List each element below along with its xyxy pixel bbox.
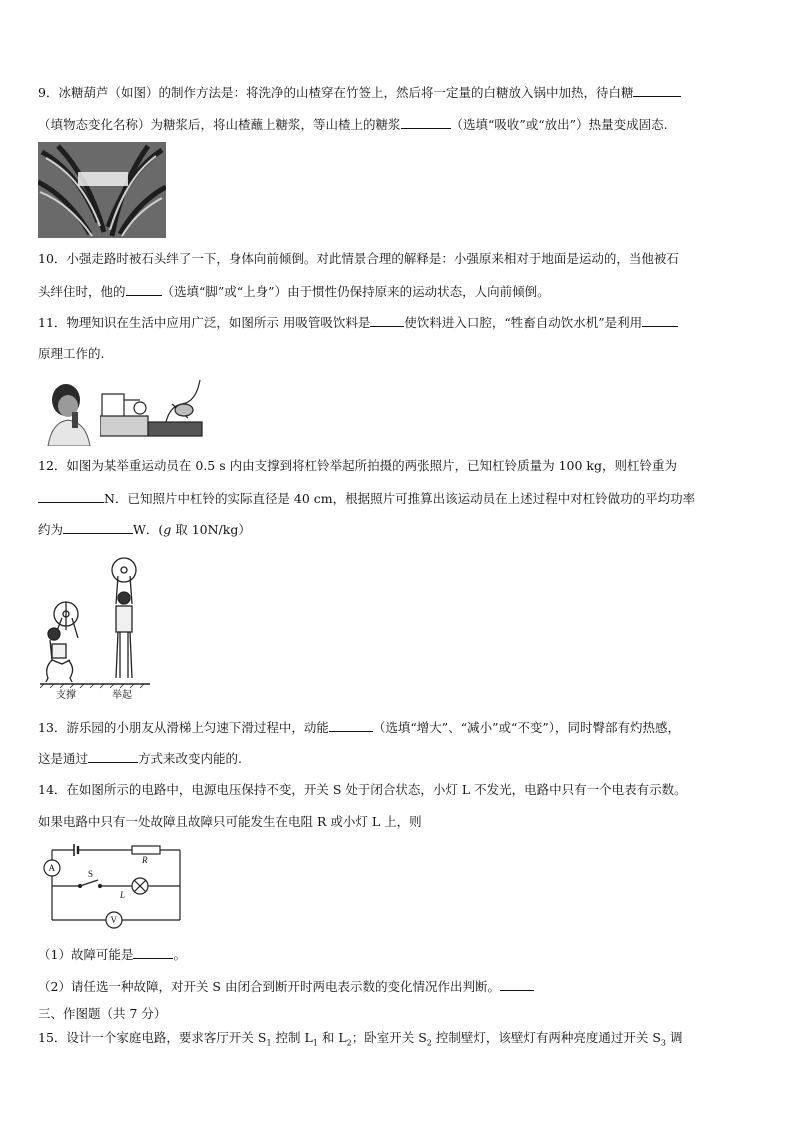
q10-blank[interactable]: [126, 283, 162, 296]
q15-text: 控制 L: [271, 1030, 313, 1045]
q14-blank-2[interactable]: [500, 978, 534, 991]
g-symbol: g: [163, 522, 172, 537]
q12-text: N．已知照片中杠铃的实际直径是 40 cm，根据照片可推算出该运动员在上述过程中对杠铃做功的平均功率: [104, 491, 696, 506]
resistor-symbol: [132, 846, 160, 854]
q9-text: （填物态变化名称）为糖浆后，将山楂蘸上糖浆，等山楂上的糖浆: [38, 117, 401, 132]
ammeter-label: A: [48, 863, 55, 873]
q14-blank-1[interactable]: [133, 946, 173, 959]
q12-blank-1[interactable]: [38, 490, 104, 503]
subscript: 1: [266, 1038, 272, 1048]
q11-blank-2[interactable]: [642, 314, 678, 327]
q12-blank-2[interactable]: [63, 521, 133, 534]
subscript: 2: [346, 1038, 352, 1048]
q14-line1: [38, 782, 687, 798]
q9-blank-1[interactable]: [633, 84, 681, 97]
q14-sub2: [38, 978, 534, 995]
q13-line2: [38, 750, 242, 767]
q15-text: 15．设计一个家庭电路，要求客厅开关 S: [38, 1030, 267, 1045]
q11-line2: [38, 346, 104, 362]
q10-line2: [38, 283, 550, 300]
q13-blank-2[interactable]: [88, 750, 138, 763]
straw-drinking-photo: [42, 380, 94, 446]
q13-text: 这是通过: [38, 751, 89, 766]
q14-text: 。: [173, 947, 186, 962]
q12-text: 约为: [38, 522, 64, 537]
q13-text: （选填“增大”、“减小”或“不变”），同时臀部有灼热感，: [372, 720, 681, 735]
q12-text: W．(: [133, 522, 164, 537]
q14-text: （1）故障可能是: [38, 947, 134, 962]
q14-text: 如果电路中只有一处故障且故障只可能发生在电阻 R 或小灯 L 上，则: [38, 814, 422, 829]
q10-text: 头绊住时，他的: [38, 284, 126, 299]
q14-text: 14．在如图所示的电路中，电源电压保持不变，开关 S 处于闭合状态，小灯 L 不发光，电路中只有一个电表有示数。: [38, 782, 687, 797]
livestock-water-dispenser-figure: [100, 376, 208, 438]
candied-haws-photo: [38, 142, 166, 238]
q10-text: （选填“脚”或“上身”）由于惯性仍保持原来的运动状态，人向前倾倒。: [161, 284, 550, 299]
q15-text: ；卧室开关 S: [351, 1030, 427, 1045]
q11-text: 使饮料进入口腔，“牲畜自动饮水机”是利用: [404, 315, 643, 330]
section-3-title: [38, 1006, 166, 1022]
q13-text: 方式来改变内能的.: [138, 751, 242, 766]
resistor-label: R: [142, 855, 148, 865]
q14-line2: [38, 814, 422, 830]
q11-line1: [38, 314, 678, 331]
weightlifter-figure: [40, 556, 180, 702]
voltmeter-label: V: [110, 915, 117, 925]
q9-text: （选填“吸收”或“放出”）热量变成固态.: [450, 117, 668, 132]
subscript: 2: [426, 1038, 432, 1048]
q13-text: 13．游乐园的小朋友从滑梯上匀速下滑过程中，动能: [38, 720, 329, 735]
q9-text: 9．冰糖葫芦（如图）的制作方法是：将洗净的山楂穿在竹签上，然后将一定量的白糖放入锅中加热，待白糖: [38, 85, 634, 100]
q9-line1: [38, 84, 681, 101]
q15-text: 和 L: [317, 1030, 347, 1045]
q10-text: 10．小强走路时被石头绊了一下，身体向前倾倒。对此情景合理的解释是：小强原来相对于地面是运动的，当他被石: [38, 251, 679, 266]
q12-text: 12．如图为某举重运动员在 0.5 s 内由支撑到将杠铃举起所拍摄的两张照片，已知杠铃质量为 100 kg，则杠铃重为: [38, 458, 678, 473]
q12-line1: [38, 458, 677, 474]
q11-text: 11．物理知识在生活中应用广泛，如图所示 用吸管吸饮料是: [38, 315, 371, 330]
q15-line1: [38, 1030, 682, 1052]
label-lift: 举起: [112, 690, 132, 701]
label-support: 支撑: [56, 690, 76, 701]
q14-text: （2）请任选一种故障，对开关 S 由闭合到断开时两电表示数的变化情况作出判断。: [38, 979, 500, 994]
q11-text: 原理工作的.: [38, 346, 105, 361]
switch-label: S: [88, 869, 94, 879]
q13-line1: [38, 719, 680, 736]
q15-text: 调: [665, 1030, 683, 1045]
lamp-label: L: [120, 890, 126, 900]
subscript: 3: [660, 1038, 666, 1048]
q9-blank-2[interactable]: [401, 116, 451, 129]
q13-blank-1[interactable]: [329, 719, 373, 732]
section-title: 三、作图题（共 7 分）: [38, 1006, 167, 1021]
q11-blank-1[interactable]: [370, 314, 404, 327]
subscript: 1: [312, 1038, 318, 1048]
q12-line3: [38, 521, 251, 538]
q10-line1: [38, 251, 679, 267]
circuit-diagram: [40, 842, 186, 930]
switch-symbol: [80, 880, 98, 886]
q14-sub1: [38, 946, 186, 963]
q15-text: 控制壁灯，该壁灯有两种亮度通过开关 S: [431, 1030, 661, 1045]
q9-line2: [38, 116, 668, 133]
q12-text: 取 10N/kg）: [171, 522, 251, 537]
q12-line2: [38, 490, 695, 507]
